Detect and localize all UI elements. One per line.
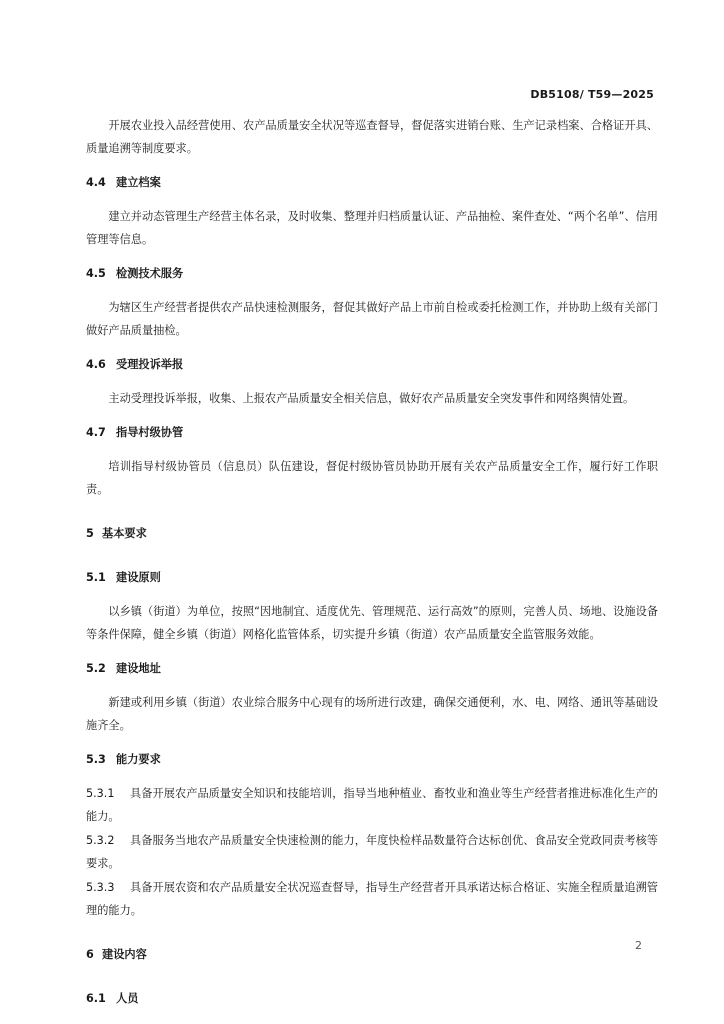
section-number: 4.7 xyxy=(86,426,106,439)
paragraph: 培训指导村级协管员（信息员）队伍建设，督促村级协管员协助开展有关农产品质量安全工作，履行好工作职责。 xyxy=(86,460,658,496)
section-title: 建立档案 xyxy=(116,176,161,189)
section-heading-5-2 xyxy=(86,657,658,680)
section-number: 4.6 xyxy=(86,358,106,371)
page-number: 2 xyxy=(635,939,642,952)
section-number: 6.1 xyxy=(86,992,106,1005)
section-heading-4-6 xyxy=(86,353,658,376)
section-number: 5.2 xyxy=(86,662,106,675)
section-heading-5-1 xyxy=(86,566,658,589)
section-title: 建设原则 xyxy=(116,571,161,584)
section-title: 建设地址 xyxy=(116,662,161,675)
section-heading-6-1 xyxy=(86,987,658,1010)
clause-number: 5.3.3 xyxy=(86,881,115,894)
paragraph: 建立并动态管理生产经营主体名录，及时收集、整理并归档质量认证、产品抽检、案件查处、“两个名单”、信用管理等信息。 xyxy=(86,210,658,246)
paragraph: 开展农业投入品经营使用、农产品质量安全状况等巡查督导，督促落实进销台账、生产记录档案、合格证开具、质量追溯等制度要求。 xyxy=(86,119,658,155)
section-title: 能力要求 xyxy=(116,753,161,766)
document-body xyxy=(86,114,658,1021)
clause-text: 具备开展农资和农产品质量安全状况巡查督导，指导生产经营者开具承诺达标合格证、实施全程质量追溯管理的能力。 xyxy=(86,881,658,917)
clause-5-3-1 xyxy=(86,782,658,828)
section-title: 检测技术服务 xyxy=(116,267,184,280)
paragraph: 为辖区生产经营者提供农产品快速检测服务，督促其做好产品上市前自检或委托检测工作，并协助上级有关部门做好产品质量抽检。 xyxy=(86,301,658,337)
standard-code: DB5108/ T59—2025 xyxy=(530,88,654,101)
chapter-heading-5 xyxy=(86,522,658,545)
chapter-title: 建设内容 xyxy=(102,948,147,961)
section-number: 5.1 xyxy=(86,571,106,584)
clause-5-3-3 xyxy=(86,876,658,922)
section-heading-5-3 xyxy=(86,748,658,771)
chapter-number: 6 xyxy=(86,948,94,961)
clause-text: 具备开展农产品质量安全知识和技能培训，指导当地种植业、畜牧业和渔业等生产经营者推进标准化生产的能力。 xyxy=(86,787,658,823)
section-number: 4.4 xyxy=(86,176,106,189)
section-heading-4-7 xyxy=(86,421,658,444)
section-title: 指导村级协管 xyxy=(116,426,184,439)
section-heading-4-5 xyxy=(86,262,658,285)
chapter-heading-6 xyxy=(86,943,658,966)
chapter-number: 5 xyxy=(86,527,94,540)
paragraph: 以乡镇（街道）为单位，按照“因地制宜、适度优先、管理规范、运行高效”的原则，完善人员、场地、设施设备等条件保障，健全乡镇（街道）网格化监管体系，切实提升乡镇（街道）农产品质量安全监管服务效能。 xyxy=(86,605,658,641)
paragraph: 主动受理投诉举报，收集、上报农产品质量安全相关信息，做好农产品质量安全突发事件和网络舆情处置。 xyxy=(108,392,635,405)
section-heading-4-4 xyxy=(86,171,658,194)
section-title: 人员 xyxy=(116,992,139,1005)
section-number: 5.3 xyxy=(86,753,106,766)
chapter-title: 基本要求 xyxy=(102,527,147,540)
section-title: 受理投诉举报 xyxy=(116,358,184,371)
clause-number: 5.3.1 xyxy=(86,787,115,800)
clause-text: 具备服务当地农产品质量安全快速检测的能力，年度快检样品数量符合达标创优、食品安全党政同责考核等要求。 xyxy=(86,834,658,870)
section-number: 4.5 xyxy=(86,267,106,280)
paragraph: 新建或利用乡镇（街道）农业综合服务中心现有的场所进行改建，确保交通便利，水、电、网络、通讯等基础设施齐全。 xyxy=(86,696,658,732)
clause-number: 5.3.2 xyxy=(86,834,115,847)
clause-5-3-2 xyxy=(86,829,658,875)
